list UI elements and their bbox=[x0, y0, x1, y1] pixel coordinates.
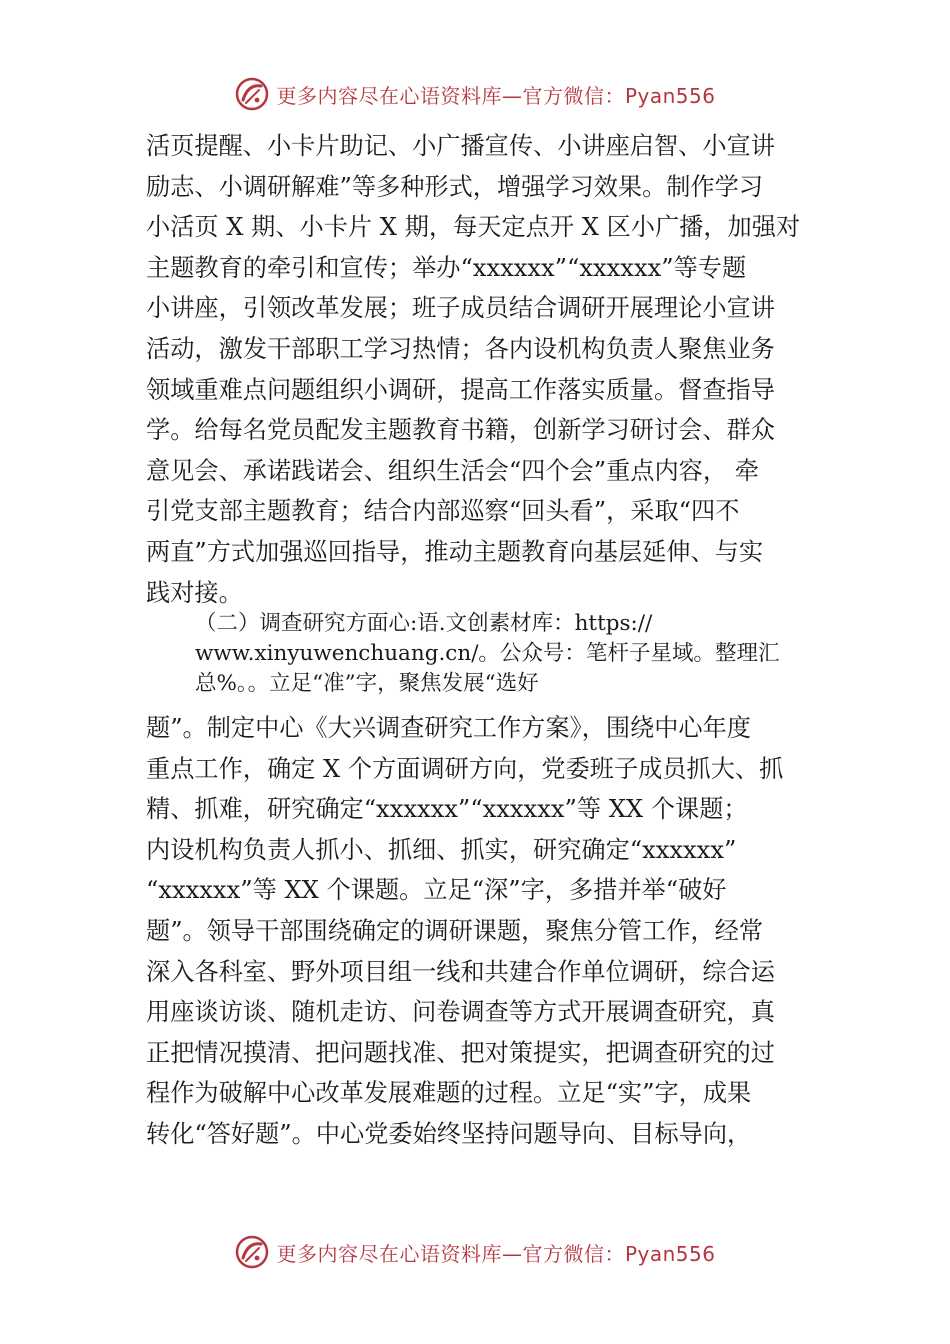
paragraph-line: 深入各科室、野外项目组一线和共建合作单位调研，综合运 bbox=[146, 957, 775, 986]
paragraph-line: “xxxxxx”等 XX 个课题。立足“深”字，多措并举“破好 bbox=[146, 876, 727, 905]
paragraph-line: 小活页 X 期、小卡片 X 期，每天定点开 X 区小广播，加强对 bbox=[146, 213, 801, 242]
paragraph-line: 题”。领导干部围绕确定的调研课题，聚焦分管工作，经常 bbox=[146, 916, 764, 945]
paragraph-line: 精、抓难，研究确定“xxxxxx”“xxxxxx”等 XX 个课题； bbox=[146, 795, 748, 824]
paragraph-line: 领域重难点问题组织小调研，提高工作落实质量。督查指导 bbox=[146, 375, 775, 404]
header-banner bbox=[0, 74, 950, 114]
paragraph-line: 题”。制定中心《大兴调查研究工作方案》，围绕中心年度 bbox=[146, 714, 751, 742]
footer-banner-text: 更多内容尽在心语资料库—官方微信：Pyan556 bbox=[276, 1241, 716, 1266]
paragraph-line: 转化“答好题”。中心党委始终坚持问题导向、目标导向， bbox=[146, 1119, 752, 1148]
paragraph-line: 引党支部主题教育；结合内部巡察“回头看”，采取“四不 bbox=[146, 497, 740, 526]
heading-line: （二）调查研究方面心:语.文创素材库：https:// bbox=[195, 611, 653, 636]
paragraph-line: 活动，激发干部职工学习热情；各内设机构负责人聚焦业务 bbox=[146, 334, 775, 363]
paragraph-line: 活页提醒、小卡片助记、小广播宣传、小讲座启智、小宣讲 bbox=[146, 132, 775, 160]
footer-banner bbox=[0, 1232, 950, 1272]
paragraph-line: 程作为破解中心改革发展难题的过程。立足“实”字，成果 bbox=[146, 1079, 752, 1108]
circular-seal-logo-icon bbox=[234, 76, 270, 112]
paragraph-line: 励志、小调研解难”等多种形式，增强学习效果。制作学习 bbox=[146, 172, 764, 201]
heading-line: www.xinyuwenchuang.cn/。公众号：笔杆子星域。整理汇 bbox=[195, 641, 780, 666]
paragraph-line: 用座谈访谈、随机走访、问卷调查等方式开展调查研究，真 bbox=[146, 998, 775, 1027]
paragraph-2 bbox=[146, 708, 826, 1155]
section-heading bbox=[195, 609, 845, 699]
paragraph-line: 两直”方式加强巡回指导，推动主题教育向基层延伸、与实 bbox=[146, 537, 764, 566]
paragraph-line: 践对接。 bbox=[146, 578, 243, 607]
paragraph-1 bbox=[146, 126, 826, 613]
paragraph-line: 正把情况摸清、把问题找准、把对策提实，把调查研究的过 bbox=[146, 1038, 775, 1067]
paragraph-line: 重点工作，确定 X 个方面调研方向，党委班子成员抓大、抓 bbox=[146, 754, 784, 783]
paragraph-line: 意见会、承诺践诺会、组织生活会“四个会”重点内容， 牵 bbox=[146, 456, 759, 485]
paragraph-line: 内设机构负责人抓小、抓细、抓实，研究确定“xxxxxx” bbox=[146, 835, 737, 864]
heading-line: 总%。。立足“准”字，聚焦发展“选好 bbox=[195, 671, 539, 696]
paragraph-line: 学。给每名党员配发主题教育书籍，创新学习研讨会、群众 bbox=[146, 416, 775, 445]
circular-seal-logo-icon bbox=[234, 1234, 270, 1270]
header-banner-text: 更多内容尽在心语资料库—官方微信：Pyan556 bbox=[276, 83, 716, 108]
paragraph-line: 主题教育的牵引和宣传；举办“xxxxxx”“xxxxxx”等专题 bbox=[146, 253, 747, 282]
paragraph-line: 小讲座，引领改革发展；班子成员结合调研开展理论小宣讲 bbox=[146, 294, 775, 323]
